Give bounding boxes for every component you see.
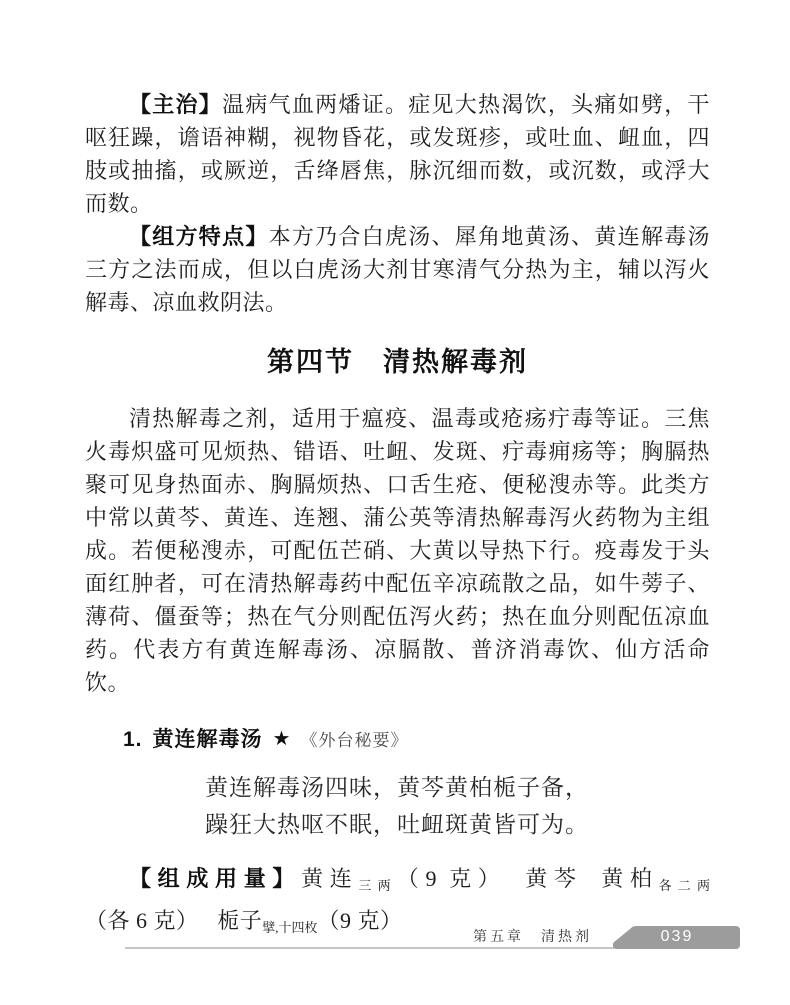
ingredient-name: 黄连 xyxy=(301,866,359,891)
ingredient-dose: 三两 xyxy=(358,878,397,893)
ingredient-name: 黄柏 xyxy=(601,866,659,891)
zhuzhi-text: 温病气血两燔证。症见大热渴饮，头痛如劈，干呕狂躁，谵语神糊，视物昏花，或发斑疹，或吐血、衄血，四肢或抽搐，或厥逆，舌绛唇焦，脉沉细而数，或沉数，或浮大而数。 xyxy=(85,92,710,216)
paragraph-zufang-tedian xyxy=(85,220,710,319)
formula-verse xyxy=(205,769,710,843)
page-number: 039 xyxy=(660,928,694,945)
zhuzhi-label: 【主治】 xyxy=(129,92,223,117)
footer-chapter-title: 第五章 清热剂 xyxy=(473,930,592,945)
ingredient-gram: （9 克） xyxy=(317,908,403,933)
ingredient-zhizi xyxy=(217,908,402,933)
formula-number: 1. xyxy=(123,728,143,751)
composition-label: 【组成用量】 xyxy=(129,866,302,891)
formula-name: 黄连解毒汤 xyxy=(152,728,263,751)
ingredient-name: 黄芩 xyxy=(525,866,583,891)
section-title: 第四节 清热解毒剂 xyxy=(267,347,528,377)
zufang-label: 【组方特点】 xyxy=(129,224,269,249)
verse-line-1: 黄连解毒汤四味，黄芩黄柏栀子备， xyxy=(205,775,589,800)
formula-source: 《外台秘要》 xyxy=(300,731,409,750)
ingredient-dose: 擘,十四枚 xyxy=(262,920,318,935)
paragraph-intro: 清热解毒之剂，适用于瘟疫、温毒或疮疡疔毒等证。三焦火毒炽盛可见烦热、错语、吐衄、发斑、疔毒痈疡等；胸膈热聚可见身热面赤、胸膈烦热、口舌生疮、便秘溲赤等。此类方中常以黄芩、黄连、连翘、蒲公英等清热解毒泻火药物为主组成。若便秘溲赤，可配伍芒硝、大黄以导热下行。疫毒发于头面红肿者，可在清热解毒药中配伍辛凉疏散之品，如牛蒡子、薄荷、僵蚕等；热在气分则配伍泻火药；热在血分则配伍凉血药。代表方有黄连解毒汤、凉膈散、普济消毒饮、仙方活命饮。 xyxy=(85,406,710,695)
paragraph-zhuzhi xyxy=(85,88,710,220)
ingredient-huangqin xyxy=(525,866,582,891)
ingredient-huanglian xyxy=(301,866,506,891)
ingredient-gram: （9 克） xyxy=(396,866,507,891)
ingredient-gram: （各 6 克） xyxy=(85,908,199,933)
formula-heading xyxy=(123,723,710,753)
ingredient-name: 栀子 xyxy=(217,908,263,933)
page-content xyxy=(85,88,710,945)
verse-line-2: 躁狂大热呕不眠，吐衄斑黄皆可为。 xyxy=(205,812,589,837)
zufang-text: 本方乃合白虎汤、犀角地黄汤、黄连解毒汤三方之法而成，但以白虎汤大剂甘寒清气分热为主，辅以泻火解毒、凉血救阴法。 xyxy=(85,224,710,315)
star-icon: ★ xyxy=(272,728,291,750)
ingredient-dose: 各二两 xyxy=(658,878,710,893)
